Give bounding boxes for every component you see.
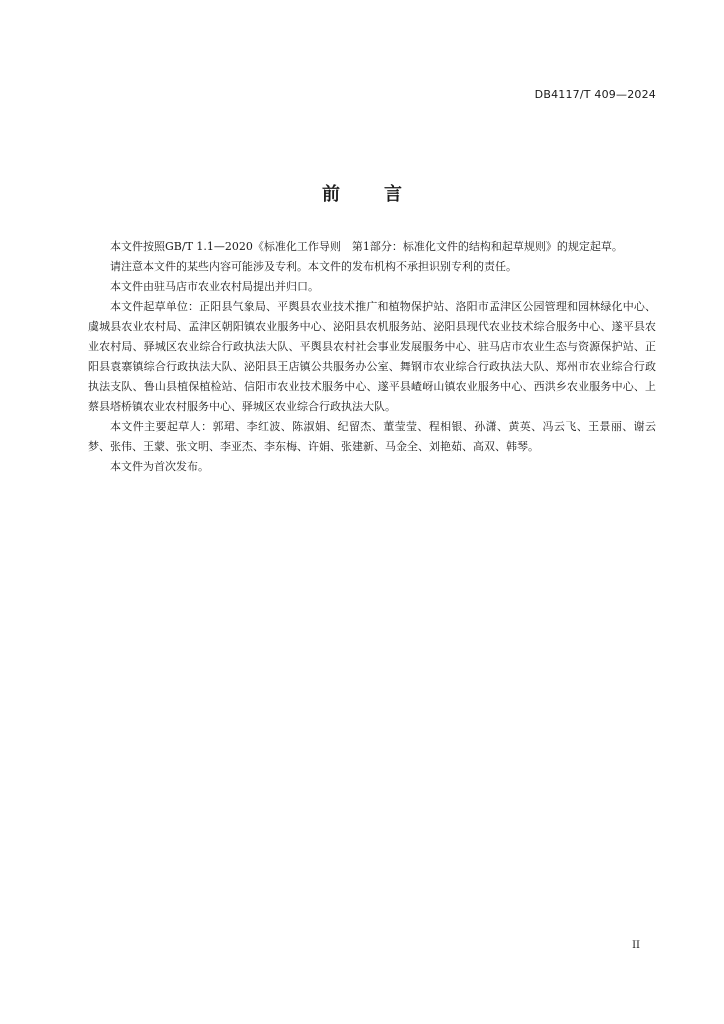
paragraph-proposer: 本文件由驻马店市农业农村局提出并归口。	[110, 280, 319, 293]
title-char-1: 前	[322, 184, 340, 205]
foreword-body	[88, 237, 656, 477]
paragraph-first-release: 本文件为首次发布。	[110, 460, 209, 473]
page-title	[0, 180, 724, 206]
paragraph-patent-notice: 请注意本文件的某些内容可能涉及专利。本文件的发布机构不承担识别专利的责任。	[110, 260, 517, 273]
paragraph-drafting-rules: 本文件按照GB/T 1.1—2020《标准化工作导则 第1部分：标准化文件的结构和起草规则》的规定起草。	[110, 240, 623, 253]
title-char-2: 言	[384, 184, 402, 205]
paragraph-drafting-units: 本文件起草单位：正阳县气象局、平舆县农业技术推广和植物保护站、洛阳市孟津区公园管理和园林绿化中心、虞城县农业农村局、孟津区朝阳镇农业服务中心、泌阳县农机服务站、泌阳县现代农业技术综合服务中心、遂平县农业农村局、驿城区农业综合行政执法大队、平舆县农村社会事业发展服务中心、驻马店市农业生态与资源保护站、正阳县袁寨镇综合行政执法大队、泌阳县王店镇公共服务办公室、舞钢市农业综合行政执法大队、郑州市农业综合行政执法支队、鲁山县植保植检站、信阳市农业技术服务中心、遂平县嵖岈山镇农业服务中心、西洪乡农业服务中心、上蔡县塔桥镇农业农村服务中心、驿城区农业综合行政执法大队。	[88, 300, 656, 413]
paragraph-drafters: 本文件主要起草人：郭珺、李红波、陈淑娟、纪留杰、董莹莹、程相银、孙潇、黄英、冯云飞、王景丽、谢云梦、张伟、王蒙、张文明、李亚杰、李东梅、许娟、张建新、马金全、刘艳茹、高双、韩琴。	[88, 420, 656, 453]
standard-code: DB4117/T 409—2024	[534, 88, 656, 101]
page-number: II	[632, 940, 640, 951]
